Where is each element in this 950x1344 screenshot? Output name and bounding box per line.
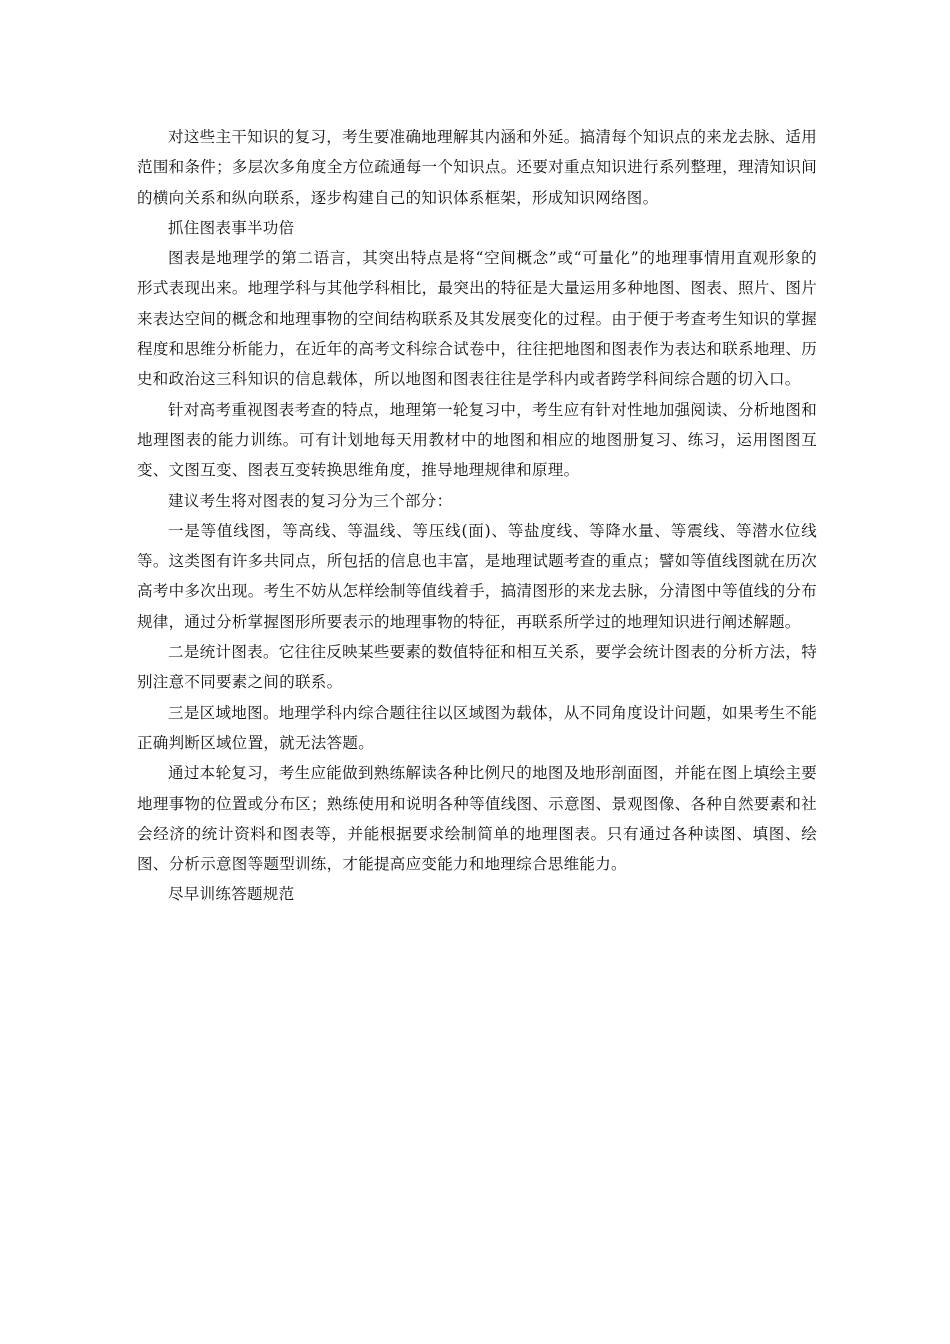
paragraph-knowledge-review: 对这些主干知识的复习，考生要准确地理解其内涵和外延。搞清每个知识点的来龙去脉、适用范围和条件；多层次多角度全方位疏通每一个知识点。还要对重点知识进行系列整理，理清知识间的横向关系和纵向联系，逐步构建自己的知识体系框架，形成知识网络图。 [137, 128, 817, 207]
section-heading-answer-norms: 尽早训练答题规范 [168, 885, 295, 904]
paragraph-review-goals: 通过本轮复习，考生应能做到熟练解读各种比例尺的地图及地形剖面图，并能在图上填绘主要地理事物的位置或分布区；熟练使用和说明各种等值线图、示意图、景观图像、各种自然要素和社会经济的统计资料和图表等，并能根据要求绘制简单的地理图表。只有通过各种读图、填图、绘图、分析示意图等题型训练，才能提高应变能力和地理综合思维能力。 [137, 764, 817, 874]
paragraph-isoline-maps: 一是等值线图，等高线、等温线、等压线(面)、等盐度线、等降水量、等震线、等潜水位线等。这类图有许多共同点，所包括的信息也丰富，是地理试题考查的重点；譬如等值线图就在历次高考中多次出现。考生不妨从怎样绘制等值线着手，搞清图形的来龙去脉，分清图中等值线的分布规律，通过分析掌握图形所要表示的地理事物的特征，再联系所学过的地理知识进行阐述解题。 [137, 521, 817, 631]
section-heading-charts: 抓住图表事半功倍 [168, 218, 295, 237]
document-body [137, 122, 817, 910]
paragraph-chart-training: 针对高考重视图表考查的特点，地理第一轮复习中，考生应有针对性地加强阅读、分析地图和地理图表的能力训练。可有计划地每天用教材中的地图和相应的地图册复习、练习，运用图图互变、文图互变、图表互变转换思维角度，推导地理规律和原理。 [137, 400, 817, 480]
paragraph-charts-language: 图表是地理学的第二语言，其突出特点是将“空间概念”或“可量化”的地理事情用直观形象的形式表现出来。地理学科与其他学科相比，最突出的特征是大量运用多种地图、图表、照片、图片来表达空间的概念和地理事物的空间结构联系及其发展变化的过程。由于便于考查考生知识的掌握程度和思维分析能力，在近年的高考文科综合试卷中，往往把地图和图表作为表达和联系地理、历史和政治这三科知识的信息载体，所以地图和图表往往是学科内或者跨学科间综合题的切入口。 [137, 249, 817, 389]
paragraph-three-parts-intro: 建议考生将对图表的复习分为三个部分： [168, 491, 453, 510]
paragraph-regional-maps: 三是区域地图。地理学科内综合题往往以区域图为载体，从不同角度设计问题，如果考生不能正确判断区域位置，就无法答题。 [137, 703, 817, 752]
paragraph-statistical-charts: 二是统计图表。它往往反映某些要素的数值特征和相互关系，要学会统计图表的分析方法，特别注意不同要素之间的联系。 [137, 643, 817, 692]
